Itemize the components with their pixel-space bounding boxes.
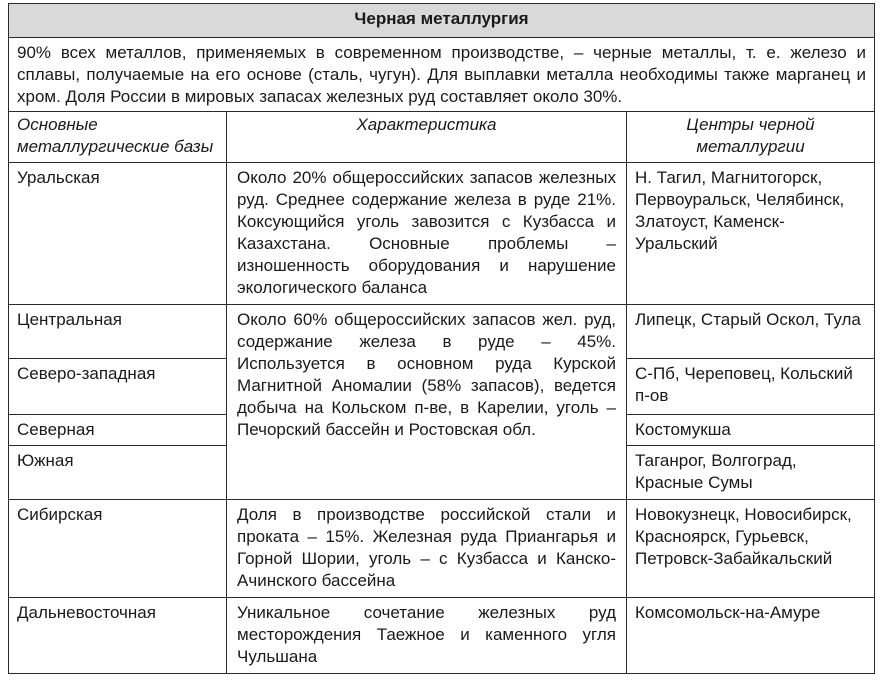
centers-list: Комсомольск-на-Амуре	[627, 598, 875, 674]
table-row	[9, 500, 875, 598]
centers-list: Липецк, Старый Оскол, Тула	[627, 305, 875, 359]
base-name: Южная	[9, 446, 227, 500]
centers-list: Новокузнецк, Новосибирск, Красноярск, Гурьевск, Петровск-Забайкальский	[627, 500, 875, 598]
characteristic-text: Доля в производстве российской стали и проката – 15%. Железная руда Приангарья и Горной Шории, уголь – с Кузбасса и Канско-Ачинского бассейна	[227, 500, 627, 598]
characteristic-text: Около 60% общероссийских запасов жел. руд, содержание железа в руде – 45%. Используется в основном руда Курской Магнитной Аномалии (58% запасов), ведется добыча на Кольском п-ве, в Карелии, уголь – Печорский бассейн и Ростовская обл.	[227, 305, 627, 500]
base-name: Дальневосточная	[9, 598, 227, 674]
centers-list: Костомукша	[627, 415, 875, 446]
header-centers: Центры черной металлургии	[627, 112, 875, 163]
base-name: Уральская	[9, 163, 227, 305]
table-row	[9, 163, 875, 305]
centers-list: Н. Тагил, Магнитогорск, Первоуральск, Челябинск, Златоуст, Каменск-Уральский	[627, 163, 875, 305]
header-characteristic: Характеристика	[227, 112, 627, 163]
title-row	[9, 4, 875, 38]
table-title: Черная металлургия	[9, 4, 875, 38]
intro-text: 90% всех металлов, применяемых в современном производстве, – черные металлы, т. е. железо и сплавы, получаемые на его основе (сталь, чугун). Для выплавки металла необходимы также марганец и хром. Доля России в мировых запасах железных руд составляет около 30%.	[9, 38, 875, 112]
header-row	[9, 112, 875, 163]
table-row	[9, 598, 875, 674]
base-name: Северная	[9, 415, 227, 446]
characteristic-text: Около 20% общероссийских запасов железных руд. Среднее содержание железа в руде 21%. Коксующийся уголь завозится с Кузбасса и Казахстана. Основные проблемы – изношенность оборудования и нарушение экологического баланса	[227, 163, 627, 305]
base-name: Северо-западная	[9, 359, 227, 415]
metallurgy-table	[8, 3, 875, 674]
table-row	[9, 305, 875, 359]
base-name: Центральная	[9, 305, 227, 359]
header-bases: Основные металлургические базы	[9, 112, 227, 163]
intro-row	[9, 38, 875, 112]
centers-list: С-Пб, Череповец, Кольский п-ов	[627, 359, 875, 415]
base-name: Сибирская	[9, 500, 227, 598]
centers-list: Таганрог, Волгоград, Красные Сумы	[627, 446, 875, 500]
characteristic-text: Уникальное сочетание железных руд месторождения Таежное и каменного угля Чульшана	[227, 598, 627, 674]
